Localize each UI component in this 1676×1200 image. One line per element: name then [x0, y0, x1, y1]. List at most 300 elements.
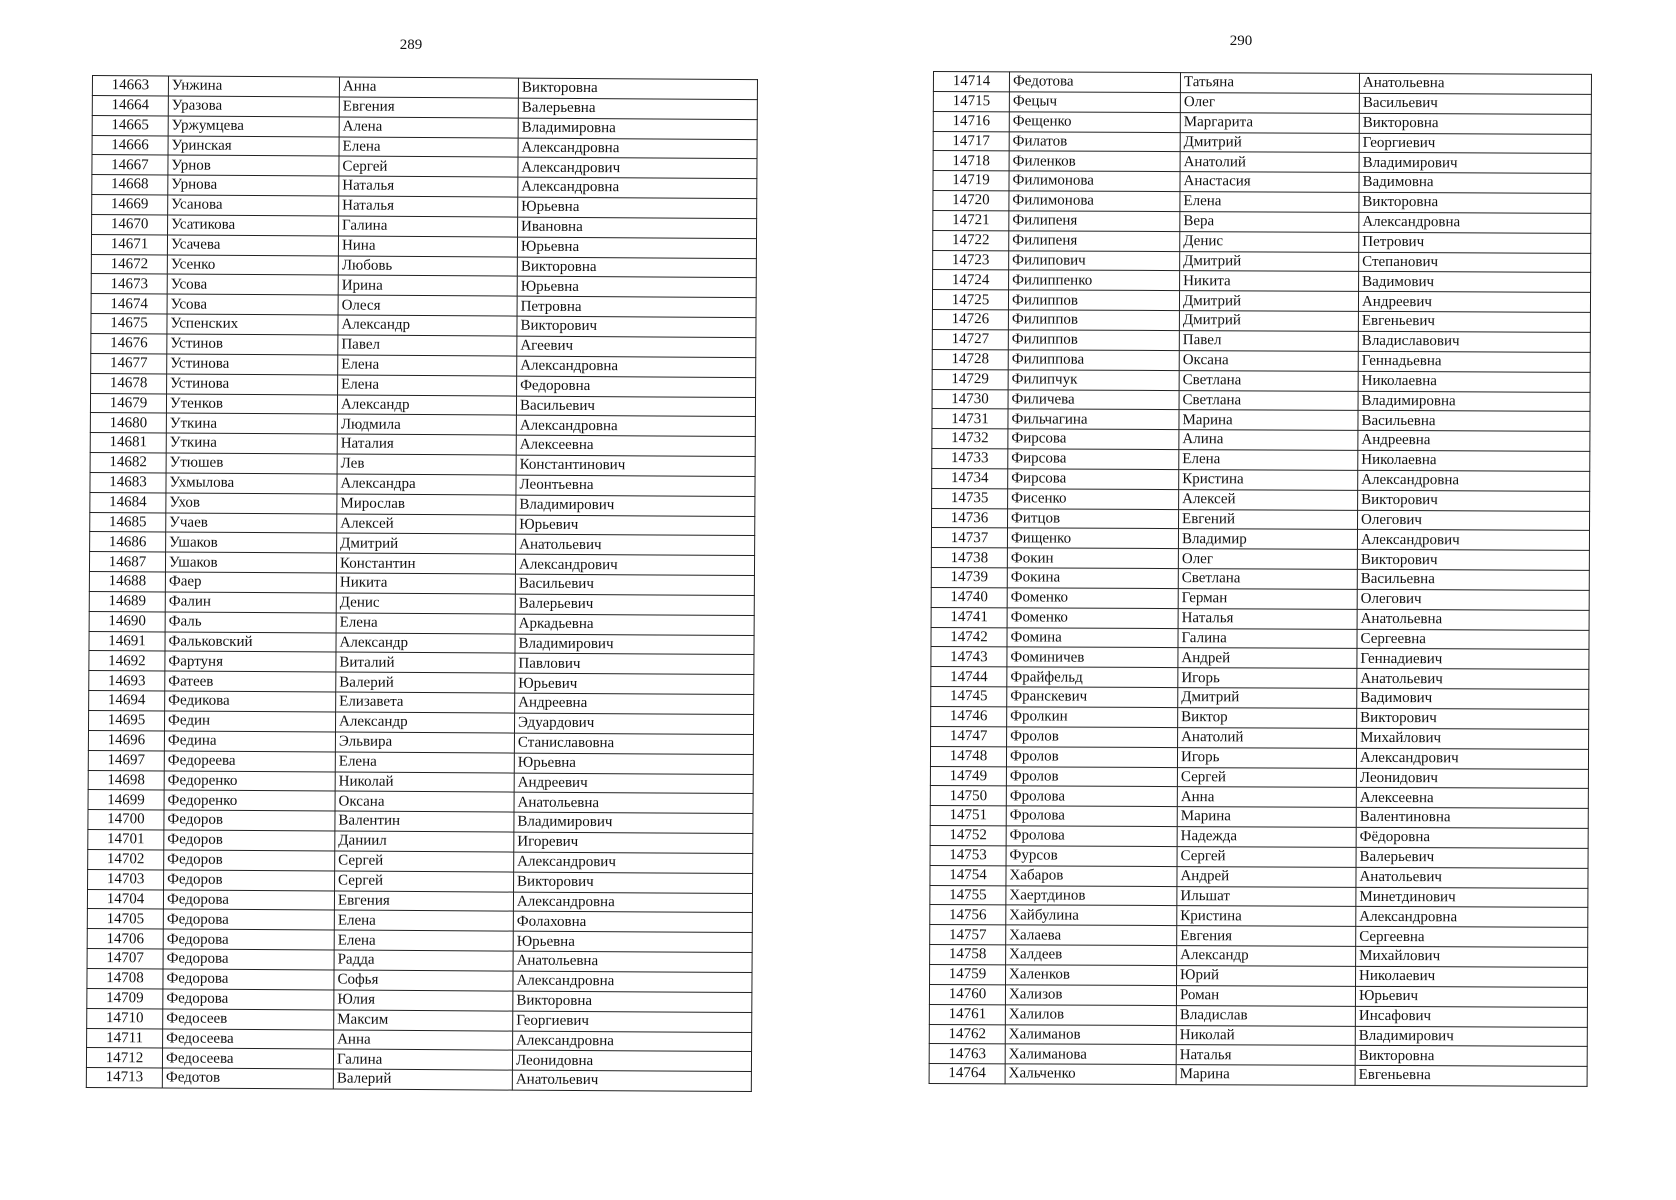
given-name-cell: Наталья [1178, 608, 1357, 629]
surname-cell: Федотов [162, 1068, 333, 1089]
surname-cell: Утюшев [166, 453, 337, 474]
surname-cell: Филиппова [1008, 350, 1179, 371]
row-number-cell: 14739 [931, 568, 1007, 588]
surname-cell: Федотова [1009, 72, 1180, 93]
given-name-cell: Владимир [1178, 529, 1357, 550]
row-number-cell: 14731 [932, 409, 1008, 429]
row-number-cell: 14700 [88, 810, 164, 830]
given-name-cell: Владислав [1176, 1005, 1355, 1026]
given-name-cell: Сергей [339, 156, 518, 177]
given-name-cell: Евгения [339, 97, 518, 118]
patronymic-cell: Петрович [1359, 232, 1591, 253]
patronymic-cell: Анатольевна [1357, 609, 1589, 630]
patronymic-cell: Владимирович [514, 812, 753, 833]
patronymic-cell: Юрьевна [513, 931, 752, 952]
row-number-cell: 14693 [89, 671, 165, 691]
row-number-cell: 14670 [92, 214, 168, 234]
row-number-cell: 14694 [89, 691, 165, 711]
given-name-cell: Роман [1176, 985, 1355, 1006]
surname-cell: Фильчагина [1008, 409, 1179, 430]
surname-cell: Филипчук [1008, 369, 1179, 390]
patronymic-cell: Анатольевна [513, 951, 752, 972]
patronymic-cell: Аркадьевна [515, 614, 754, 635]
patronymic-cell: Петровна [517, 296, 756, 317]
row-number-cell: 14733 [932, 449, 1008, 469]
given-name-cell: Елизавета [336, 692, 515, 713]
table-row [930, 786, 1588, 809]
surname-cell: Усова [167, 294, 338, 315]
given-name-cell: Алексей [1179, 489, 1358, 510]
patronymic-cell: Александровна [518, 177, 757, 198]
surname-cell: Ушаков [165, 552, 336, 573]
surname-cell: Ухмылова [166, 473, 337, 494]
row-number-cell: 14698 [88, 770, 164, 790]
surname-cell: Федорова [163, 949, 334, 970]
table-row [929, 1064, 1587, 1087]
surname-cell: Фурсов [1006, 846, 1177, 867]
surname-cell: Франскевич [1007, 687, 1178, 708]
given-name-cell: Радда [334, 950, 513, 971]
patronymic-cell: Эдуардович [514, 713, 753, 734]
surname-cell: Фрайфельд [1007, 667, 1178, 688]
patronymic-cell: Владимирович [516, 495, 755, 516]
row-number-cell: 14720 [933, 191, 1009, 211]
patronymic-cell: Юрьевна [518, 197, 757, 218]
row-number-cell: 14719 [933, 171, 1009, 191]
row-number-cell: 14712 [86, 1048, 162, 1068]
given-name-cell: Никита [1180, 271, 1359, 292]
patronymic-cell: Васильевич [1359, 93, 1591, 114]
table-row [931, 587, 1589, 610]
table-row [932, 369, 1590, 392]
given-name-cell: Наталья [339, 176, 518, 197]
row-number-cell: 14684 [90, 492, 166, 512]
table-row [930, 885, 1588, 908]
row-number-cell: 14715 [933, 91, 1009, 111]
row-number-cell: 14695 [88, 710, 164, 730]
surname-cell: Федикова [165, 691, 336, 712]
patronymic-cell: Викторович [1358, 490, 1590, 511]
given-name-cell: Наталья [339, 196, 518, 217]
surname-cell: Уржумцева [168, 116, 339, 137]
given-name-cell: Светлана [1179, 370, 1358, 391]
surname-cell: Фирсова [1008, 429, 1179, 450]
given-name-cell: Александр [336, 633, 515, 654]
row-number-cell: 14717 [933, 131, 1009, 151]
patronymic-cell: Владимирович [515, 634, 754, 655]
row-number-cell: 14749 [930, 766, 1006, 786]
patronymic-cell: Анатольевич [1356, 867, 1588, 888]
patronymic-cell: Васильевна [1357, 569, 1589, 590]
surname-cell: Филимонова [1009, 171, 1180, 192]
patronymic-cell: Андреевна [1358, 431, 1590, 452]
surname-cell: Усанова [168, 195, 339, 216]
patronymic-cell: Леонтьевна [516, 475, 755, 496]
patronymic-cell: Владимировна [518, 118, 757, 139]
patronymic-cell: Викторовна [1359, 192, 1591, 213]
row-number-cell: 14721 [933, 210, 1009, 230]
given-name-cell: Александра [337, 474, 516, 495]
table-row [930, 845, 1588, 868]
surname-cell: Федина [164, 731, 335, 752]
patronymic-cell: Игоревич [514, 832, 753, 853]
surname-cell: Урнов [168, 155, 339, 176]
row-number-cell: 14701 [88, 830, 164, 850]
row-number-cell: 14675 [91, 314, 167, 334]
surname-cell: Филипеня [1009, 211, 1180, 232]
given-name-cell: Олег [1180, 92, 1359, 113]
given-name-cell: Анна [334, 1029, 513, 1050]
surname-cell: Фещенко [1009, 112, 1180, 133]
surname-cell: Фищенко [1007, 528, 1178, 549]
row-number-cell: 14737 [931, 528, 1007, 548]
given-name-cell: Евгения [1177, 926, 1356, 947]
surname-cell: Федорова [163, 890, 334, 911]
patronymic-cell: Юрьевна [517, 237, 756, 258]
given-name-cell: Валентин [335, 811, 514, 832]
row-number-cell: 14683 [90, 472, 166, 492]
surname-cell: Устинова [167, 354, 338, 375]
patronymic-cell: Вадимович [1357, 689, 1589, 710]
given-name-cell: Елена [336, 613, 515, 634]
row-number-cell: 14663 [92, 76, 168, 96]
given-name-cell: Денис [1180, 231, 1359, 252]
surname-cell: Фаль [165, 612, 336, 633]
row-number-cell: 14707 [87, 949, 163, 969]
given-name-cell: Эльвира [335, 732, 514, 753]
row-number-cell: 14750 [930, 786, 1006, 806]
row-number-cell: 14682 [90, 453, 166, 473]
surname-cell: Ушаков [166, 532, 337, 553]
row-number-cell: 14730 [932, 389, 1008, 409]
table-row [931, 548, 1589, 571]
given-name-cell: Герман [1178, 589, 1357, 610]
patronymic-cell: Андреевич [514, 773, 753, 794]
row-number-cell: 14690 [89, 611, 165, 631]
patronymic-cell: Станиславовна [514, 733, 753, 754]
row-number-cell: 14727 [932, 329, 1008, 349]
given-name-cell: Дмитрий [337, 533, 516, 554]
patronymic-cell: Юрьевна [517, 277, 756, 298]
patronymic-cell: Александровна [1356, 907, 1588, 928]
given-name-cell: Марина [1177, 807, 1356, 828]
row-number-cell: 14742 [931, 627, 1007, 647]
row-number-cell: 14718 [933, 151, 1009, 171]
row-number-cell: 14748 [930, 746, 1006, 766]
surname-cell: Фирсова [1008, 449, 1179, 470]
surname-cell: Унжина [168, 76, 339, 97]
table-row [932, 468, 1590, 491]
row-number-cell: 14680 [90, 413, 166, 433]
patronymic-cell: Леонидович [1356, 768, 1588, 789]
given-name-cell: Никита [336, 573, 515, 594]
given-name-cell: Александр [337, 395, 516, 416]
row-number-cell: 14734 [932, 468, 1008, 488]
row-number-cell: 14674 [91, 294, 167, 314]
patronymic-cell: Георгиевич [1359, 133, 1591, 154]
patronymic-cell: Юрьевич [516, 515, 755, 536]
surname-cell: Фирсова [1008, 469, 1179, 490]
given-name-cell: Марина [1176, 1065, 1355, 1086]
row-number-cell: 14735 [932, 488, 1008, 508]
row-number-cell: 14667 [92, 155, 168, 175]
given-name-cell: Сергей [335, 871, 514, 892]
surname-cell: Усачева [167, 235, 338, 256]
given-name-cell: Евгений [1179, 509, 1358, 530]
table-row [931, 568, 1589, 591]
surname-cell: Фоменко [1007, 588, 1178, 609]
surname-cell: Уткина [166, 413, 337, 434]
given-name-cell: Валерий [336, 672, 515, 693]
given-name-cell: Елена [1179, 450, 1358, 471]
surname-cell: Утенков [166, 393, 337, 414]
given-name-cell: Олег [1178, 549, 1357, 570]
surname-cell: Фалин [165, 592, 336, 613]
patronymic-cell: Александровна [1358, 470, 1590, 491]
surname-cell: Халиманов [1005, 1024, 1176, 1045]
given-name-cell: Дмитрий [1179, 311, 1358, 332]
patronymic-cell: Федоровна [517, 376, 756, 397]
surname-cell: Урнова [168, 175, 339, 196]
surname-cell: Халдеев [1006, 945, 1177, 966]
table-row [932, 508, 1590, 531]
given-name-cell: Анастасия [1180, 172, 1359, 193]
patronymic-cell: Викторович [514, 872, 753, 893]
table-row [930, 925, 1588, 948]
given-name-cell: Нина [338, 236, 517, 257]
row-number-cell: 14688 [89, 572, 165, 592]
row-number-cell: 14666 [92, 135, 168, 155]
given-name-cell: Анатолий [1178, 727, 1357, 748]
surname-cell: Филатов [1009, 131, 1180, 152]
surname-cell: Халаева [1006, 925, 1177, 946]
surname-cell: Федоров [164, 870, 335, 891]
patronymic-cell: Александровна [516, 415, 755, 436]
given-name-cell: Надежда [1177, 827, 1356, 848]
given-name-cell: Дмитрий [1180, 132, 1359, 153]
given-name-cell: Наталия [337, 434, 516, 455]
surname-cell: Фисенко [1008, 489, 1179, 510]
row-number-cell: 14729 [932, 369, 1008, 389]
surname-cell: Фоминичев [1007, 647, 1178, 668]
row-number-cell: 14741 [931, 607, 1007, 627]
surname-cell: Уразова [168, 96, 339, 117]
patronymic-cell: Викторовна [1355, 1046, 1587, 1067]
patronymic-cell: Викторович [1357, 550, 1589, 571]
given-name-cell: Елена [339, 137, 518, 158]
given-name-cell: Сергей [1177, 767, 1356, 788]
given-name-cell: Александр [338, 315, 517, 336]
surname-cell: Федорова [163, 929, 334, 950]
patronymic-cell: Валентиновна [1356, 808, 1588, 829]
row-number-cell: 14697 [88, 750, 164, 770]
surname-cell: Фомина [1007, 627, 1178, 648]
table-row [929, 1004, 1587, 1027]
row-number-cell: 14710 [87, 1008, 163, 1028]
surname-cell: Федоров [164, 850, 335, 871]
patronymic-cell: Степанович [1359, 252, 1591, 273]
given-name-cell: Светлана [1178, 569, 1357, 590]
given-name-cell: Лев [337, 454, 516, 475]
row-number-cell: 14671 [91, 234, 167, 254]
given-name-cell: Николай [335, 772, 514, 793]
surname-cell: Фитцов [1008, 508, 1179, 529]
surname-cell: Хализов [1005, 985, 1176, 1006]
row-number-cell: 14703 [88, 869, 164, 889]
table-row [932, 349, 1590, 372]
row-number-cell: 14753 [930, 845, 1006, 865]
page-number-left: 289 [399, 37, 423, 53]
patronymic-cell: Сергеевна [1357, 629, 1589, 650]
row-number-cell: 14728 [932, 349, 1008, 369]
patronymic-cell: Ивановна [518, 217, 757, 238]
given-name-cell: Светлана [1179, 390, 1358, 411]
given-name-cell: Денис [336, 593, 515, 614]
given-name-cell: Андрей [1177, 866, 1356, 887]
given-name-cell: Кристина [1179, 469, 1358, 490]
patronymic-cell: Георгиевич [513, 1011, 752, 1032]
given-name-cell: Галина [1178, 628, 1357, 649]
row-number-cell: 14745 [931, 687, 1007, 707]
given-name-cell: Алексей [337, 514, 516, 535]
given-name-cell: Дмитрий [1179, 291, 1358, 312]
patronymic-cell: Евгеньевна [1355, 1066, 1587, 1087]
patronymic-cell: Вадимовна [1359, 173, 1591, 194]
given-name-cell: Наталья [1176, 1045, 1355, 1066]
surname-cell: Фатеев [165, 671, 336, 692]
surname-cell: Усова [167, 274, 338, 295]
surname-cell: Федоренко [164, 770, 335, 791]
patronymic-cell: Александрович [1357, 530, 1589, 551]
patronymic-cell: Алексеевна [1356, 788, 1588, 809]
row-number-cell: 14747 [931, 726, 1007, 746]
surname-cell: Уткина [166, 433, 337, 454]
row-number-cell: 14724 [933, 270, 1009, 290]
table-row [932, 429, 1590, 452]
patronymic-cell: Олегович [1357, 589, 1589, 610]
patronymic-cell: Викторовна [518, 78, 757, 99]
table-row [931, 528, 1589, 551]
row-number-cell: 14664 [92, 95, 168, 115]
surname-cell: Федорова [163, 909, 334, 930]
surname-cell: Устинова [167, 374, 338, 395]
table-row [933, 230, 1591, 253]
row-number-cell: 14759 [930, 964, 1006, 984]
given-name-cell: Юрий [1177, 966, 1356, 987]
patronymic-cell: Константинович [516, 455, 755, 476]
given-name-cell: Алина [1179, 430, 1358, 451]
patronymic-cell: Викторовна [513, 991, 752, 1012]
surname-cell: Федоров [164, 830, 335, 851]
table-row [930, 964, 1588, 987]
row-number-cell: 14758 [930, 945, 1006, 965]
given-name-cell: Елена [335, 752, 514, 773]
surname-cell: Филипович [1009, 250, 1180, 271]
given-name-cell: Александр [335, 712, 514, 733]
row-number-cell: 14711 [87, 1028, 163, 1048]
row-number-cell: 14762 [929, 1024, 1005, 1044]
surname-cell: Халиманова [1005, 1044, 1176, 1065]
row-number-cell: 14692 [89, 651, 165, 671]
surname-cell: Усатикова [168, 215, 339, 236]
given-name-cell: Любовь [338, 256, 517, 277]
patronymic-cell: Александровна [513, 892, 752, 913]
row-number-cell: 14677 [91, 353, 167, 373]
surname-cell: Федосеев [163, 1009, 334, 1030]
row-number-cell: 14746 [931, 706, 1007, 726]
patronymic-cell: Юрьевич [515, 673, 754, 694]
patronymic-cell: Инсафович [1355, 1006, 1587, 1027]
surname-cell: Халенков [1006, 965, 1177, 986]
surname-cell: Филипеня [1009, 231, 1180, 252]
patronymic-cell: Павлович [515, 654, 754, 675]
patronymic-cell: Андреевич [1358, 292, 1590, 313]
table-row [933, 131, 1591, 154]
surname-cell: Фролов [1007, 727, 1178, 748]
surname-cell: Фартуня [165, 651, 336, 672]
given-name-cell: Николай [1176, 1025, 1355, 1046]
patronymic-cell: Владимировна [1358, 391, 1590, 412]
given-name-cell: Галина [339, 216, 518, 237]
patronymic-cell: Александровна [518, 138, 757, 159]
surname-cell: Хаертдинов [1006, 885, 1177, 906]
table-row [932, 488, 1590, 511]
patronymic-cell: Агеевич [517, 336, 756, 357]
table-row [932, 409, 1590, 432]
patronymic-cell: Михайлович [1357, 728, 1589, 749]
given-name-cell: Елена [1180, 192, 1359, 213]
row-number-cell: 14764 [929, 1064, 1005, 1084]
surname-cell: Федорова [163, 969, 334, 990]
table-row [931, 726, 1589, 749]
table-row [931, 667, 1589, 690]
surname-cell: Федоренко [164, 790, 335, 811]
row-number-cell: 14713 [86, 1068, 162, 1088]
row-number-cell: 14736 [932, 508, 1008, 528]
given-name-cell: Константин [336, 553, 515, 574]
surname-cell: Фецыч [1009, 92, 1180, 113]
given-name-cell: Дмитрий [1180, 251, 1359, 272]
table-row [933, 151, 1591, 174]
given-name-cell: Дмитрий [1178, 688, 1357, 709]
patronymic-cell: Викторович [1357, 708, 1589, 729]
table-row [930, 746, 1588, 769]
given-name-cell: Елена [338, 355, 517, 376]
row-number-cell: 14726 [932, 310, 1008, 330]
patronymic-cell: Юрьевич [1355, 986, 1587, 1007]
table-row [929, 1024, 1587, 1047]
row-number-cell: 14665 [92, 115, 168, 135]
given-name-cell: Елена [338, 375, 517, 396]
row-number-cell: 14706 [87, 929, 163, 949]
surname-cell: Филичева [1008, 389, 1179, 410]
given-name-cell: Мирослав [337, 494, 516, 515]
given-name-cell: Павел [338, 335, 517, 356]
patronymic-cell: Евгеньевич [1358, 311, 1590, 332]
patronymic-cell: Сергеевна [1356, 927, 1588, 948]
patronymic-cell: Фолаховна [513, 912, 752, 933]
surname-cell: Филенков [1009, 151, 1180, 172]
row-number-cell: 14696 [88, 730, 164, 750]
row-number-cell: 14681 [90, 433, 166, 453]
table-row [931, 627, 1589, 650]
surname-cell: Ухов [166, 493, 337, 514]
given-name-cell: Максим [334, 1010, 513, 1031]
row-number-cell: 14716 [933, 111, 1009, 131]
row-number-cell: 14754 [930, 865, 1006, 885]
table-row [931, 706, 1589, 729]
surname-cell: Фролова [1006, 826, 1177, 847]
